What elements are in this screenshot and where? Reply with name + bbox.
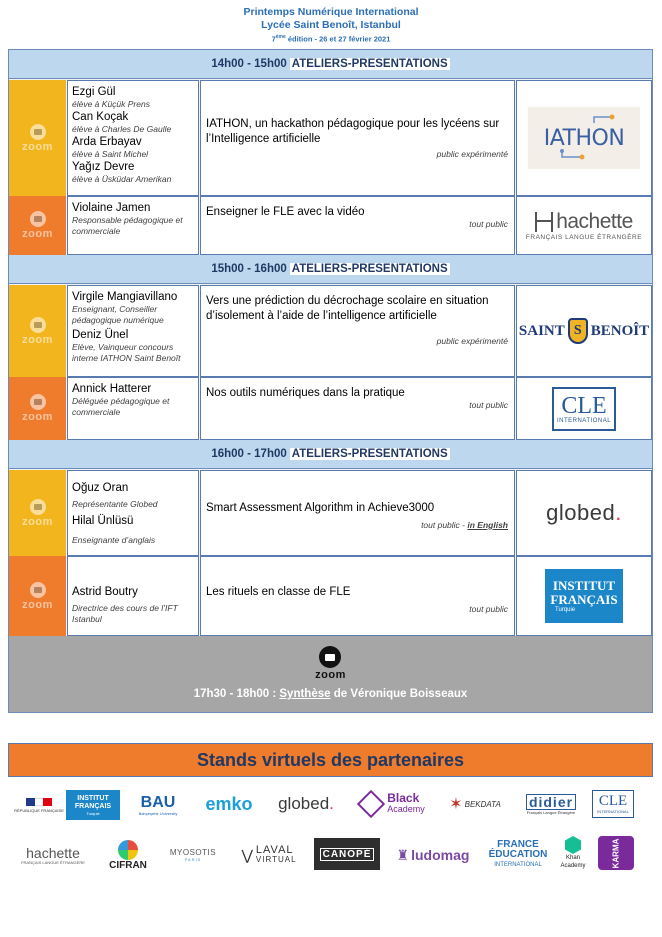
ludomag-figure-icon: ♜ <box>396 846 410 863</box>
karma-logo[interactable]: KARMA <box>598 836 634 870</box>
session-title: Smart Assessment Algorithm in Achieve3000 <box>206 502 435 514</box>
speakers-cell <box>67 285 199 377</box>
zoom-link[interactable]: zoom <box>9 196 66 255</box>
speakers-cell <box>67 470 199 556</box>
speaker-name: Violaine Jamen <box>72 202 151 214</box>
zoom-camera-icon <box>30 211 46 227</box>
zoom-camera-icon <box>30 499 46 515</box>
bau-logo[interactable]: BAU Bahçeşehir University <box>138 793 178 816</box>
band-label: ATELIERS-PRESENTATIONS <box>291 58 448 70</box>
time-band-2 <box>9 255 652 284</box>
time-band-1 <box>9 50 652 79</box>
cle-logo: CLE INTERNATIONAL <box>516 377 652 440</box>
crest-icon: S <box>568 318 588 344</box>
speaker-name: Annick Hatterer <box>72 383 152 395</box>
speakers-cell <box>67 377 199 440</box>
session-title-cell <box>200 470 515 556</box>
emko-logo[interactable]: emko <box>205 793 253 814</box>
speaker-role: élève à Küçük Prens <box>72 99 150 109</box>
session-audience: tout public <box>469 604 508 614</box>
session-audience: tout public <box>469 400 508 410</box>
speaker-role: élève à Üsküdar Amerikan <box>72 174 172 184</box>
event-venue: Lycée Saint Benoît, Istanbul <box>261 19 401 31</box>
session-audience: tout public - in English <box>421 520 508 530</box>
speaker-role: Enseignante d’anglais <box>72 535 156 545</box>
session-audience: tout public <box>469 219 508 229</box>
session-title-cell <box>200 80 515 196</box>
zoom-camera-icon <box>30 394 46 410</box>
synthese-block <box>9 636 652 712</box>
session-row-1 <box>9 80 652 196</box>
speaker-role: Déléguée pédagogique et commerciale <box>72 396 170 417</box>
black-academy-logo[interactable]: Black Academy <box>352 790 434 818</box>
zoom-camera-icon[interactable] <box>319 646 341 668</box>
speaker-name: Hilal Ünlüsü <box>72 515 134 527</box>
zoom-link[interactable]: zoom <box>9 556 66 636</box>
speaker-name: Virgile Mangiavillano <box>72 291 178 303</box>
speaker-name: Ezgi Gül <box>72 86 116 98</box>
speaker-name: Deniz Ünel <box>72 329 129 341</box>
hachette-partner-logo[interactable]: hachette FRANÇAIS LANGUE ÉTRANGÈRE <box>21 844 85 865</box>
institut-francais-partner-logo[interactable]: INSTITUT FRANÇAIS Turquie <box>66 790 120 820</box>
session-title-cell <box>200 556 515 636</box>
speaker-name: Astrid Boutry <box>72 586 138 598</box>
stands-banner: Stands virtuels des partenaires <box>8 743 653 777</box>
speakers-cell <box>67 196 199 255</box>
session-audience: public expérimenté <box>436 336 508 346</box>
speaker-name: Yağız Devre <box>72 161 135 173</box>
speakers-cell <box>67 80 199 196</box>
english-link[interactable]: in English <box>467 520 508 530</box>
speaker-role: Représentante Globed <box>72 499 158 509</box>
speaker-name: Can Koçak <box>72 111 129 123</box>
iathon-logo: IATHON <box>516 80 652 196</box>
cifran-logo[interactable]: CIFRAN <box>100 838 156 872</box>
band-time: 15h00 - 16h00 <box>211 263 287 275</box>
speakers-cell <box>67 556 199 636</box>
session-row-5 <box>9 470 652 556</box>
session-title: Enseigner le FLE avec la vidéo <box>206 206 365 218</box>
globed-partner-logo[interactable]: globed. <box>278 794 334 813</box>
session-title-cell <box>200 377 515 440</box>
session-title: Vers une prédiction du décrochage scolaire en situation d’isolement à l’aide de l’intelligence artificielle <box>206 295 489 322</box>
page-header <box>0 6 662 45</box>
republique-francaise-logo[interactable]: RÉPUBLIQUE FRANÇAISE <box>14 790 64 820</box>
france-education-logo[interactable]: FRANCE ÉDUCATION INTERNATIONAL <box>488 839 548 868</box>
ludomag-logo[interactable]: ♜ ludomag <box>396 846 470 863</box>
hachette-h-icon <box>535 212 553 232</box>
canope-logo[interactable]: CANOPÉ <box>314 838 380 870</box>
speaker-role: Responsable pédagogique et commerciale <box>72 215 183 236</box>
globed-logo: globed. <box>516 470 652 556</box>
zoom-link[interactable]: zoom <box>9 377 66 440</box>
zoom-camera-icon <box>30 582 46 598</box>
speaker-role: Enseignant, Conseiller pédagogique numérique <box>72 304 164 325</box>
laval-chevron-icon: ⋁ <box>241 846 253 863</box>
zoom-label: zoom <box>315 669 346 681</box>
event-edition: 7ème édition - 26 et 27 février 2021 <box>271 34 391 44</box>
synthese-text: 17h30 - 18h00 : Synthèse de Véronique Boisseaux <box>193 688 468 700</box>
zoom-link[interactable]: zoom <box>9 470 66 556</box>
band-label: ATELIERS-PRESENTATIONS <box>291 263 448 275</box>
zoom-link[interactable]: zoom <box>9 80 66 196</box>
session-title: IATHON, un hackathon pédagogique pour les lycéens sur l’Intelligence artificielle <box>206 118 500 145</box>
session-row-3 <box>9 285 652 377</box>
bekdata-swirl-icon: ✶ <box>449 796 463 813</box>
session-title: Les rituels en classe de FLE <box>206 586 351 598</box>
speaker-name: Arda Erbayav <box>72 136 142 148</box>
didier-logo[interactable]: didier Français Langue Étrangère <box>526 793 576 815</box>
myosotis-logo[interactable]: MYOSOTIS PARIS <box>169 848 217 862</box>
speaker-name: Oğuz Oran <box>72 482 129 494</box>
laval-virtual-logo[interactable]: ⋁ LAVAL VIRTUAL <box>241 844 297 864</box>
khan-hex-icon <box>565 836 581 854</box>
band-time: 16h00 - 17h00 <box>211 448 287 460</box>
session-title: Nos outils numériques dans la pratique <box>206 387 405 399</box>
zoom-camera-icon <box>30 317 46 333</box>
khan-academy-logo[interactable]: Khan Academy <box>558 834 588 872</box>
time-band-3 <box>9 440 652 469</box>
event-title: Printemps Numérique International <box>243 6 419 18</box>
speaker-role: Elève, Vainqueur concours interne IATHON Saint Benoît <box>72 342 181 363</box>
hachette-logo: hachette FRANÇAIS LANGUE ÉTRANGÈRE <box>516 196 652 255</box>
bekdata-logo[interactable]: ✶ BEKDATA <box>449 796 501 813</box>
speaker-role: élève à Saint Michel <box>72 149 149 159</box>
session-row-2 <box>9 196 652 255</box>
session-title-cell <box>200 285 515 377</box>
saint-benoit-text: SAINT <box>518 322 565 339</box>
black-academy-icon <box>357 790 385 818</box>
band-label: ATELIERS-PRESENTATIONS <box>291 448 448 460</box>
session-audience: public expérimenté <box>436 149 508 159</box>
zoom-link[interactable]: zoom <box>9 285 66 377</box>
saint-benoit-logo: SAINT S BENOÎT <box>516 285 652 377</box>
speaker-role: élève à Charles De Gaulle <box>72 124 172 134</box>
session-title-cell <box>200 196 515 255</box>
band-time: 14h00 - 15h00 <box>211 58 287 70</box>
speaker-role: Directrice des cours de l’IFT Istanbul <box>72 603 178 624</box>
session-row-6 <box>9 556 652 636</box>
institut-francais-logo: INSTITUT FRANÇAIS Turquie <box>516 556 652 636</box>
cle-partner-logo[interactable]: CLE INTERNATIONAL <box>592 790 634 818</box>
schedule-table <box>8 49 653 713</box>
session-row-4 <box>9 377 652 440</box>
cifran-circle-icon <box>118 840 138 860</box>
zoom-camera-icon <box>30 124 46 140</box>
